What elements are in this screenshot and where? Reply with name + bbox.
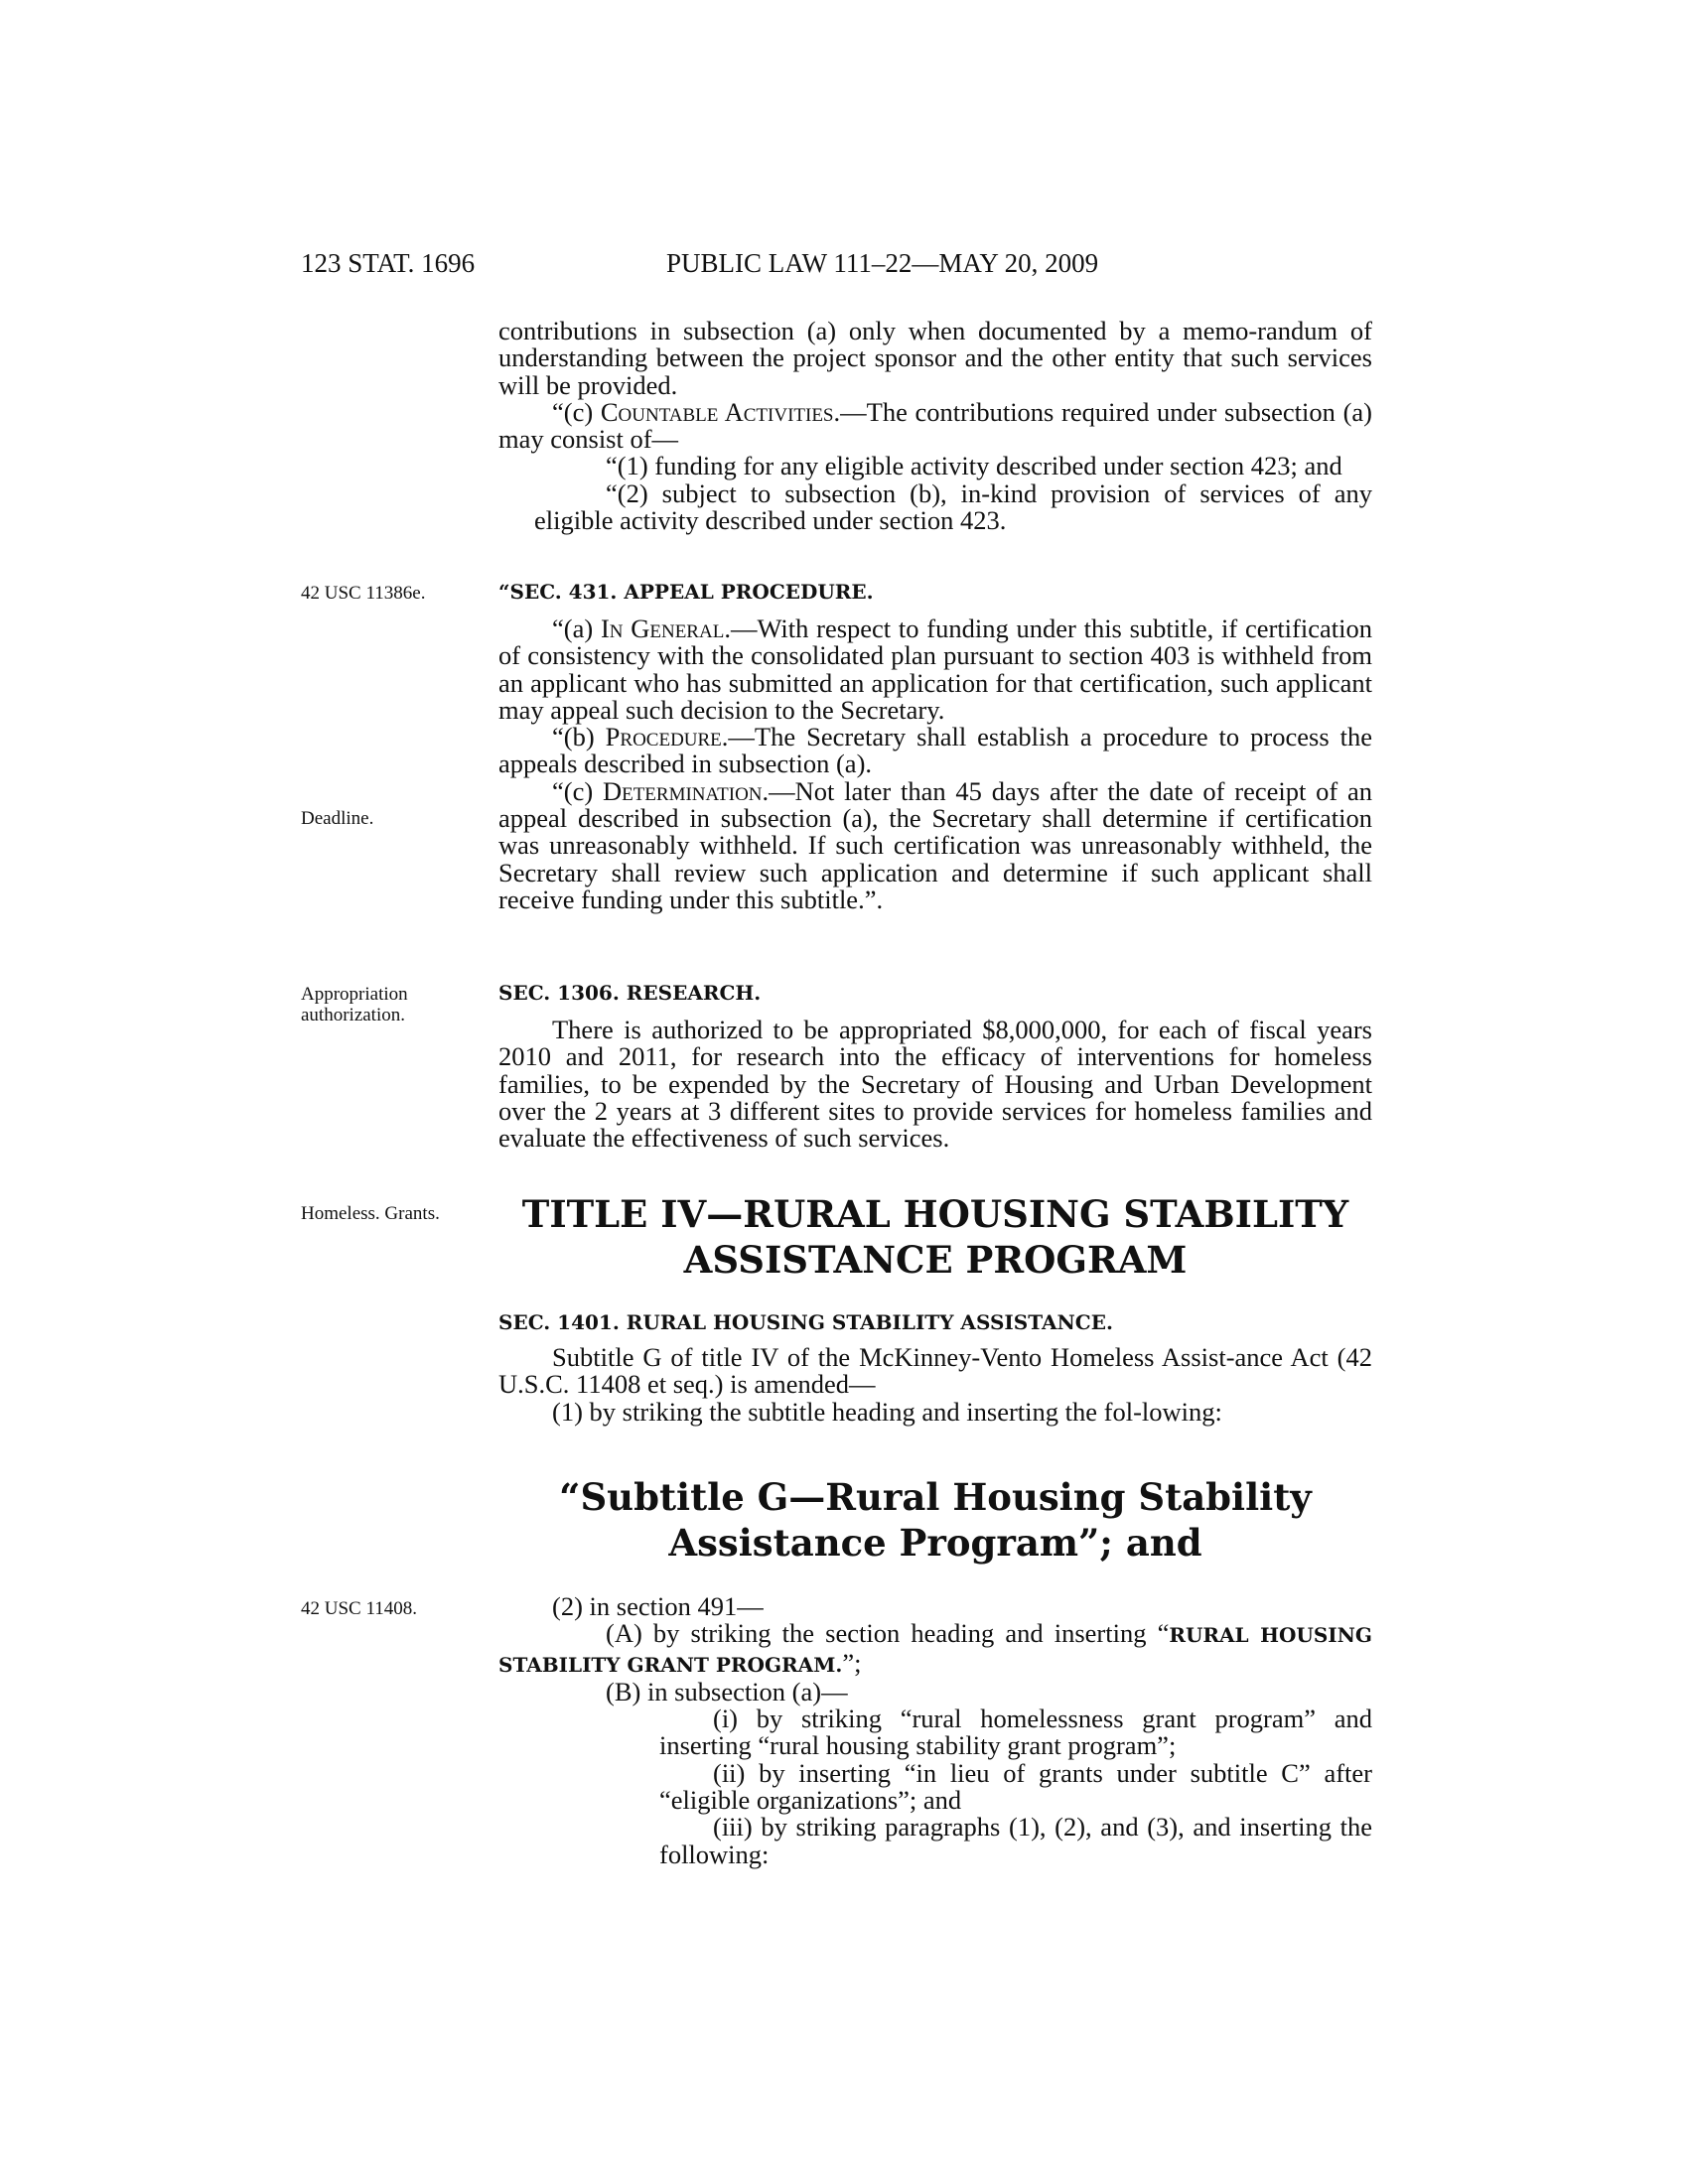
margin-note-appropriation: Appropriation authorization. (301, 984, 408, 1025)
public-law-citation: PUBLIC LAW 111–22—MAY 20, 2009 (666, 248, 1099, 278)
clause-iii: (iii) by striking paragraphs (1), (2), and (3), and inserting the following: (659, 1812, 1372, 1869)
section-431 (498, 580, 1372, 913)
subsection-heading: In General (600, 614, 725, 643)
subparagraph-B: (B) in subsection (a)— (606, 1676, 848, 1706)
clause-ii: (ii) by inserting “in lieu of grants under subtitle C” after “eligible organizations”; and (659, 1757, 1372, 1816)
label: “(c) (552, 775, 603, 806)
title-line-1: TITLE IV—RURAL HOUSING STABILITY (521, 1192, 1349, 1236)
margin-note-homeless-grants: Homeless. Grants. (301, 1203, 440, 1224)
text: ”; (842, 1647, 862, 1678)
paragraph-1: (1) by striking the subtitle heading and inserting the fol-lowing: (552, 1396, 1222, 1427)
label: “(c) (552, 396, 601, 427)
text: (A) by striking the section heading and inserting “ (606, 1618, 1170, 1649)
subsection-c-countable (498, 396, 1372, 455)
subtitle-line-1: “Subtitle G—Rural Housing Stability (559, 1475, 1312, 1519)
subsection-b (498, 724, 1372, 778)
subtitle-g-heading (498, 1474, 1372, 1566)
subsection-text: .—With respect to funding under this subtitle, if certification of consistency with the consolidated plan pursuant to section 403 is withheld from an applicant who has submitted an application for that certification, such applicant may appeal such decision to the Secretary. (498, 614, 1372, 725)
section-430-continuation (498, 318, 1372, 534)
section-1306 (498, 981, 1372, 1152)
clause-i: (i) by striking “rural homelessness grant program” and inserting “rural housing stability grant program”; (659, 1704, 1372, 1761)
section-intro: Subtitle G of title IV of the McKinney-Vento Homeless Assist-ance Act (42 U.S.C. 11408 et seq.) is amended— (498, 1342, 1372, 1400)
margin-note-deadline: Deadline. (301, 808, 374, 829)
subsection-heading: Determination (602, 775, 763, 806)
section-491-amendments (498, 1593, 1372, 1868)
section-1401 (498, 1310, 1372, 1426)
subsection-text: .—Not later than 45 days after the date of receipt of an appeal described in subsection (a), the Secretary shall determine if certification was unreasonably withheld. If such certification was unreasonably withheld, the Secretary shall review such application and determine if such applicant shall receive funding under this subtitle.”. (498, 775, 1372, 914)
margin-note-usc-11386e: 42 USC 11386e. (301, 583, 426, 604)
title-line-2: ASSISTANCE PROGRAM (683, 1238, 1188, 1282)
margin-note-usc-11408: 42 USC 11408. (301, 1598, 418, 1619)
paragraph-2: “(2) subject to subsection (b), in-kind provision of services of any eligible activity described under section 423. (534, 478, 1372, 536)
subsection-text: .—The contributions required under subsection (a) may consist of— (498, 396, 1372, 455)
subtitle-line-2: Assistance Program”; and (668, 1521, 1202, 1565)
subsection-heading: Countable Activities (600, 396, 834, 427)
paragraph-2: (2) in section 491— (552, 1591, 764, 1621)
subsection-text: .—The Secretary shall establish a procedure to process the appeals described in subsection (a). (498, 722, 1372, 779)
section-heading: SEC. 1401. RURAL HOUSING STABILITY ASSISTANCE. (498, 1310, 1113, 1334)
section-heading: SEC. 1306. RESEARCH. (498, 981, 762, 1005)
title-iv-heading (498, 1191, 1372, 1283)
section-text: There is authorized to be appropriated $8,000,000, for each of fiscal years 2010 and 2011, for research into the efficacy of interventions for homeless families, to be expended by the Secretary of Housing and Urban Development over the 2 years at 3 different sites to provide services for homeless families and evaluate the effectiveness of such services. (498, 1015, 1372, 1154)
section-heading: “SEC. 431. APPEAL PROCEDURE. (498, 580, 874, 604)
label: “(a) (552, 614, 601, 643)
subsection-c (498, 775, 1372, 914)
subsection-a (498, 615, 1372, 724)
subparagraph-A (498, 1620, 1372, 1679)
inserted-heading: RURAL HOUSING STABILITY GRANT PROGRAM. (498, 1623, 1372, 1677)
paragraph-1: “(1) funding for any eligible activity described under section 423; and (606, 451, 1342, 481)
continuation-paragraph: contributions in subsection (a) only when documented by a memo-randum of understanding between the project sponsor and the other entity that such services will be provided. (498, 316, 1372, 400)
subsection-heading: Procedure (605, 722, 722, 752)
statute-page-number: 123 STAT. 1696 (301, 248, 476, 278)
label: “(b) (552, 722, 606, 752)
